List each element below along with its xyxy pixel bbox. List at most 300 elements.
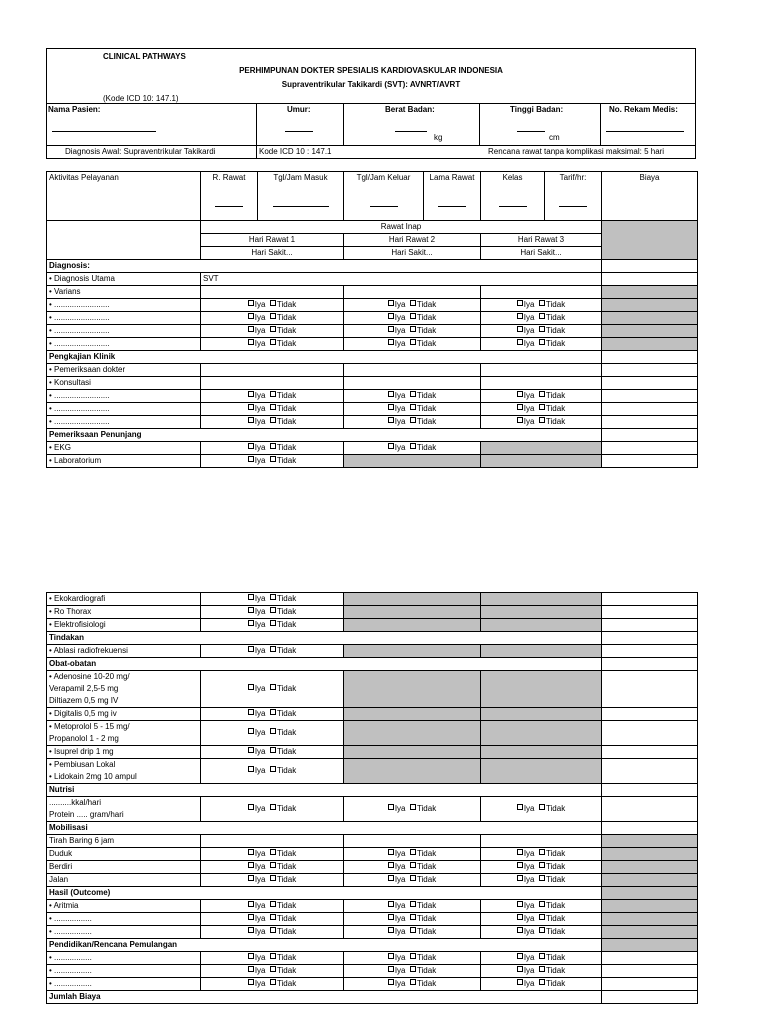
col-biaya-header: Biaya <box>602 172 698 221</box>
day-checkbox-cell <box>201 874 344 887</box>
iya-checkbox[interactable]: Iya <box>517 926 535 938</box>
activity-label: • ................. <box>47 926 201 939</box>
tidak-checkbox[interactable]: Tidak <box>410 312 436 324</box>
section-heading: Nutrisi <box>47 784 602 797</box>
day-checkbox-cell <box>201 797 344 822</box>
icd-code: (Kode ICD 10: 147.1) <box>103 94 179 103</box>
iya-checkbox[interactable]: Iya <box>517 803 535 815</box>
iya-checkbox[interactable]: Iya <box>248 606 266 618</box>
r-rawat-field[interactable] <box>215 198 243 207</box>
table-row <box>47 632 698 645</box>
iya-checkbox[interactable]: Iya <box>248 978 266 990</box>
tidak-checkbox[interactable]: Tidak <box>539 965 565 977</box>
day-checkbox-cell <box>201 325 344 338</box>
day-checkbox-cell <box>344 952 481 965</box>
day-checkbox-cell <box>481 848 602 861</box>
tidak-checkbox[interactable]: Tidak <box>270 593 296 605</box>
tidak-checkbox[interactable]: Tidak <box>270 683 296 695</box>
activity-label: Duduk <box>47 848 201 861</box>
section-heading: Diagnosis: <box>47 260 602 273</box>
table-row <box>47 312 698 325</box>
day-checkbox-cell <box>344 913 481 926</box>
tidak-checkbox[interactable]: Tidak <box>270 848 296 860</box>
tidak-checkbox[interactable]: Tidak <box>270 619 296 631</box>
tidak-checkbox[interactable]: Tidak <box>410 299 436 311</box>
biaya-cell <box>602 312 698 325</box>
table-row <box>47 797 698 822</box>
day-checkbox-cell <box>481 978 602 991</box>
iya-checkbox[interactable]: Iya <box>388 952 406 964</box>
tidak-checkbox[interactable]: Tidak <box>270 861 296 873</box>
day-checkbox-cell <box>481 965 602 978</box>
tidak-checkbox[interactable]: Tidak <box>410 338 436 350</box>
biaya-cell <box>602 708 698 721</box>
iya-checkbox[interactable]: Iya <box>517 312 535 324</box>
day-checkbox-cell <box>201 645 344 658</box>
activity-label: • Isuprel drip 1 mg <box>47 746 201 759</box>
iya-checkbox[interactable]: Iya <box>248 338 266 350</box>
biaya-cell <box>602 619 698 632</box>
diagnosis-value: SVT <box>201 273 602 286</box>
day-checkbox-cell <box>201 299 344 312</box>
tidak-checkbox[interactable]: Tidak <box>539 338 565 350</box>
day-checkbox-cell <box>344 900 481 913</box>
table-row <box>47 286 698 299</box>
weight-unit: kg <box>434 133 443 142</box>
day-checkbox-cell <box>481 952 602 965</box>
tidak-checkbox[interactable]: Tidak <box>270 913 296 925</box>
col-r-rawat-header: R. Rawat <box>201 172 258 221</box>
empty-cell <box>201 377 344 390</box>
grey-cell <box>344 759 481 784</box>
table-row <box>47 900 698 913</box>
tidak-checkbox[interactable]: Tidak <box>270 403 296 415</box>
day-checkbox-cell <box>344 861 481 874</box>
biaya-cell <box>602 338 698 351</box>
day-checkbox-cell <box>481 299 602 312</box>
iya-checkbox[interactable]: Iya <box>248 965 266 977</box>
day-checkbox-cell <box>344 797 481 822</box>
table-row <box>47 991 698 1004</box>
iya-checkbox[interactable]: Iya <box>517 416 535 428</box>
iya-checkbox[interactable]: Iya <box>517 874 535 886</box>
table-row <box>47 926 698 939</box>
tidak-checkbox[interactable]: Tidak <box>270 900 296 912</box>
iya-checkbox[interactable]: Iya <box>248 803 266 815</box>
iya-checkbox[interactable]: Iya <box>248 299 266 311</box>
empty-cell <box>344 364 481 377</box>
tidak-checkbox[interactable]: Tidak <box>410 403 436 415</box>
iya-checkbox[interactable]: Iya <box>388 442 406 454</box>
biaya-cell <box>602 848 698 861</box>
biaya-cell <box>602 991 698 1004</box>
hari-rawat-1: Hari Rawat 1 <box>201 234 344 247</box>
tidak-checkbox[interactable]: Tidak <box>270 325 296 337</box>
grey-cell <box>481 645 602 658</box>
iya-checkbox[interactable]: Iya <box>248 312 266 324</box>
biaya-cell <box>602 887 698 900</box>
table-row <box>47 260 698 273</box>
age-field[interactable] <box>285 131 313 132</box>
tidak-checkbox[interactable]: Tidak <box>270 708 296 720</box>
iya-checkbox[interactable]: Iya <box>248 442 266 454</box>
col-kelas-header: Kelas <box>481 172 545 221</box>
table-row <box>47 273 698 286</box>
iya-checkbox[interactable]: Iya <box>248 455 266 467</box>
table-row <box>47 416 698 429</box>
tidak-checkbox[interactable]: Tidak <box>539 978 565 990</box>
patient-name-field[interactable] <box>52 131 156 132</box>
tidak-checkbox[interactable]: Tidak <box>410 926 436 938</box>
section-heading: Obat-obatan <box>47 658 602 671</box>
day-checkbox-cell <box>481 325 602 338</box>
activity-label: • Diagnosis Utama <box>47 273 201 286</box>
day-checkbox-cell <box>344 416 481 429</box>
table-row <box>47 619 698 632</box>
table-row <box>47 364 698 377</box>
iya-checkbox[interactable]: Iya <box>248 416 266 428</box>
tarif-field[interactable] <box>559 198 587 207</box>
day-checkbox-cell <box>201 965 344 978</box>
table-row <box>47 377 698 390</box>
tidak-checkbox[interactable]: Tidak <box>410 874 436 886</box>
iya-checkbox[interactable]: Iya <box>388 861 406 873</box>
activity-label: • Digitalis 0,5 mg iv <box>47 708 201 721</box>
pathway-table-part1 <box>46 171 697 468</box>
iya-checkbox[interactable]: Iya <box>388 299 406 311</box>
biaya-cell <box>602 861 698 874</box>
iya-checkbox[interactable]: Iya <box>248 683 266 695</box>
tidak-checkbox[interactable]: Tidak <box>270 803 296 815</box>
iya-checkbox[interactable]: Iya <box>248 403 266 415</box>
iya-checkbox[interactable]: Iya <box>248 900 266 912</box>
table-row <box>47 593 698 606</box>
iya-checkbox[interactable]: Iya <box>388 978 406 990</box>
tidak-checkbox[interactable]: Tidak <box>270 874 296 886</box>
table-row <box>47 952 698 965</box>
iya-checkbox[interactable]: Iya <box>517 338 535 350</box>
iya-checkbox[interactable]: Iya <box>248 913 266 925</box>
tidak-checkbox[interactable]: Tidak <box>270 965 296 977</box>
iya-checkbox[interactable]: Iya <box>517 900 535 912</box>
section-heading: Mobilisasi <box>47 822 602 835</box>
activity-label: • ......................... <box>47 299 201 312</box>
section-heading: Hasil (Outcome) <box>47 887 602 900</box>
tidak-checkbox[interactable]: Tidak <box>539 952 565 964</box>
max-stay-plan: Rencana rawat tanpa komplikasi maksimal: 5 hari <box>488 147 665 156</box>
tidak-checkbox[interactable]: Tidak <box>410 900 436 912</box>
activity-label: Jalan <box>47 874 201 887</box>
biaya-cell <box>602 658 698 671</box>
table-row <box>47 822 698 835</box>
iya-checkbox[interactable]: Iya <box>388 312 406 324</box>
iya-checkbox[interactable]: Iya <box>248 746 266 758</box>
iya-checkbox[interactable]: Iya <box>388 900 406 912</box>
day-checkbox-cell <box>201 978 344 991</box>
biaya-cell <box>602 286 698 299</box>
iya-checkbox[interactable]: Iya <box>388 416 406 428</box>
height-field[interactable] <box>517 131 545 132</box>
iya-checkbox[interactable]: Iya <box>517 390 535 402</box>
grey-cell <box>481 671 602 708</box>
empty-cell <box>201 364 344 377</box>
iya-checkbox[interactable]: Iya <box>248 727 266 739</box>
biaya-cell <box>602 260 698 273</box>
iya-checkbox[interactable]: Iya <box>517 403 535 415</box>
activity-label: • Laboratorium <box>47 455 201 468</box>
table-row <box>47 658 698 671</box>
biaya-cell <box>602 671 698 708</box>
tgl-keluar-field[interactable] <box>370 198 398 207</box>
iya-checkbox[interactable]: Iya <box>248 952 266 964</box>
tidak-checkbox[interactable]: Tidak <box>539 926 565 938</box>
table-row <box>47 835 698 848</box>
iya-checkbox[interactable]: Iya <box>388 390 406 402</box>
table-row <box>47 965 698 978</box>
empty-cell <box>481 377 602 390</box>
tidak-checkbox[interactable]: Tidak <box>270 952 296 964</box>
iya-checkbox[interactable]: Iya <box>388 874 406 886</box>
biaya-cell <box>602 952 698 965</box>
iya-checkbox[interactable]: Iya <box>248 645 266 657</box>
table-row <box>47 708 698 721</box>
hari-rawat-2: Hari Rawat 2 <box>344 234 481 247</box>
activity-label: • ................. <box>47 978 201 991</box>
tidak-checkbox[interactable]: Tidak <box>539 403 565 415</box>
tidak-checkbox[interactable]: Tidak <box>270 606 296 618</box>
tidak-checkbox[interactable]: Tidak <box>539 900 565 912</box>
biaya-cell <box>602 784 698 797</box>
activity-label: • ................. <box>47 965 201 978</box>
iya-checkbox[interactable]: Iya <box>248 848 266 860</box>
iya-checkbox[interactable]: Iya <box>388 965 406 977</box>
tidak-checkbox[interactable]: Tidak <box>410 952 436 964</box>
iya-checkbox[interactable]: Iya <box>517 325 535 337</box>
table-row <box>47 671 698 708</box>
activity-label: • Ro Thorax <box>47 606 201 619</box>
iya-checkbox[interactable]: Iya <box>388 325 406 337</box>
iya-checkbox[interactable]: Iya <box>248 861 266 873</box>
tidak-checkbox[interactable]: Tidak <box>539 913 565 925</box>
day-checkbox-cell <box>481 900 602 913</box>
iya-checkbox[interactable]: Iya <box>388 803 406 815</box>
grey-cell <box>481 721 602 746</box>
iya-checkbox[interactable]: Iya <box>388 926 406 938</box>
iya-checkbox[interactable]: Iya <box>517 848 535 860</box>
activity-label: • ................. <box>47 913 201 926</box>
iya-checkbox[interactable]: Iya <box>248 619 266 631</box>
day-checkbox-cell <box>344 848 481 861</box>
tidak-checkbox[interactable]: Tidak <box>410 978 436 990</box>
tidak-checkbox[interactable]: Tidak <box>410 390 436 402</box>
tidak-checkbox[interactable]: Tidak <box>270 338 296 350</box>
biaya-cell <box>602 721 698 746</box>
day-checkbox-cell <box>344 978 481 991</box>
iya-checkbox[interactable]: Iya <box>517 978 535 990</box>
table-row <box>47 442 698 455</box>
iya-checkbox[interactable]: Iya <box>517 952 535 964</box>
grey-cell <box>481 619 602 632</box>
tidak-checkbox[interactable]: Tidak <box>270 299 296 311</box>
table-row <box>47 606 698 619</box>
grey-cell <box>344 721 481 746</box>
iya-checkbox[interactable]: Iya <box>388 338 406 350</box>
tidak-checkbox[interactable]: Tidak <box>270 442 296 454</box>
iya-checkbox[interactable]: Iya <box>248 926 266 938</box>
table-row <box>47 759 698 784</box>
iya-checkbox[interactable]: Iya <box>248 708 266 720</box>
tidak-checkbox[interactable]: Tidak <box>539 312 565 324</box>
iya-checkbox[interactable]: Iya <box>248 390 266 402</box>
tidak-checkbox[interactable]: Tidak <box>539 390 565 402</box>
tidak-checkbox[interactable]: Tidak <box>539 416 565 428</box>
tidak-checkbox[interactable]: Tidak <box>410 416 436 428</box>
biaya-cell <box>602 364 698 377</box>
table-row <box>47 874 698 887</box>
activity-label: • EKG <box>47 442 201 455</box>
tidak-checkbox[interactable]: Tidak <box>270 926 296 938</box>
day-checkbox-cell <box>481 403 602 416</box>
tidak-checkbox[interactable]: Tidak <box>410 965 436 977</box>
kelas-field[interactable] <box>499 198 527 207</box>
tidak-checkbox[interactable]: Tidak <box>270 645 296 657</box>
empty-cell <box>344 835 481 848</box>
tidak-checkbox[interactable]: Tidak <box>539 803 565 815</box>
tidak-checkbox[interactable]: Tidak <box>539 299 565 311</box>
tidak-checkbox[interactable]: Tidak <box>410 913 436 925</box>
iya-checkbox[interactable]: Iya <box>517 913 535 925</box>
table-row <box>47 455 698 468</box>
biaya-cell <box>602 351 698 364</box>
tidak-checkbox[interactable]: Tidak <box>410 861 436 873</box>
iya-checkbox[interactable]: Iya <box>517 861 535 873</box>
tidak-checkbox[interactable]: Tidak <box>539 325 565 337</box>
table-row <box>47 746 698 759</box>
biaya-cell <box>602 874 698 887</box>
biaya-cell <box>602 978 698 991</box>
day-checkbox-cell <box>344 965 481 978</box>
tidak-checkbox[interactable]: Tidak <box>410 325 436 337</box>
header-box <box>46 48 696 159</box>
grey-cell <box>481 455 602 468</box>
biaya-cell <box>602 429 698 442</box>
day-checkbox-cell <box>201 721 344 746</box>
table-row <box>47 939 698 952</box>
day-checkbox-cell <box>201 619 344 632</box>
activity-label: • ......................... <box>47 312 201 325</box>
iya-checkbox[interactable]: Iya <box>517 965 535 977</box>
day-checkbox-cell <box>344 312 481 325</box>
biaya-cell <box>602 939 698 952</box>
tidak-checkbox[interactable]: Tidak <box>270 312 296 324</box>
tidak-checkbox[interactable]: Tidak <box>270 765 296 777</box>
table-row <box>47 861 698 874</box>
day-checkbox-cell <box>201 848 344 861</box>
grey-cell <box>481 593 602 606</box>
biaya-cell <box>602 273 698 286</box>
table-row <box>47 325 698 338</box>
empty-cell <box>344 377 481 390</box>
tidak-checkbox[interactable]: Tidak <box>539 874 565 886</box>
day-checkbox-cell <box>481 861 602 874</box>
biaya-cell <box>602 797 698 822</box>
biaya-cell <box>602 299 698 312</box>
tidak-checkbox[interactable]: Tidak <box>270 455 296 467</box>
biaya-cell <box>602 913 698 926</box>
tidak-checkbox[interactable]: Tidak <box>270 416 296 428</box>
tidak-checkbox[interactable]: Tidak <box>410 803 436 815</box>
iya-checkbox[interactable]: Iya <box>388 913 406 925</box>
activity-label: Tirah Baring 6 jam <box>47 835 201 848</box>
activity-label: • Pembiusan Lokal • Lidokain 2mg 10 ampul <box>47 759 201 784</box>
activity-label: • ......................... <box>47 390 201 403</box>
iya-checkbox[interactable]: Iya <box>388 403 406 415</box>
day-checkbox-cell <box>201 606 344 619</box>
activity-label: • Ekokardiografi <box>47 593 201 606</box>
table-row <box>47 913 698 926</box>
iya-checkbox[interactable]: Iya <box>248 593 266 605</box>
lama-rawat-field[interactable] <box>438 198 466 207</box>
iya-checkbox[interactable]: Iya <box>248 325 266 337</box>
blank-cell <box>47 221 201 260</box>
empty-cell <box>201 835 344 848</box>
col-aktivitas-header: Aktivitas Pelayanan <box>47 172 201 221</box>
iya-checkbox[interactable]: Iya <box>388 848 406 860</box>
grey-cell <box>344 671 481 708</box>
table-row <box>47 721 698 746</box>
day-checkbox-cell <box>481 416 602 429</box>
day-checkbox-cell <box>201 338 344 351</box>
medical-record-field[interactable] <box>606 131 684 132</box>
activity-label: • Metoprolol 5 - 15 mg/ Propanolol 1 - 2 mg <box>47 721 201 746</box>
height-unit: cm <box>549 133 560 142</box>
biaya-cell <box>602 822 698 835</box>
weight-label: Berat Badan: <box>385 105 435 114</box>
tidak-checkbox[interactable]: Tidak <box>270 727 296 739</box>
day-checkbox-cell <box>201 926 344 939</box>
table-row <box>47 390 698 403</box>
tidak-checkbox[interactable]: Tidak <box>539 861 565 873</box>
tidak-checkbox[interactable]: Tidak <box>270 746 296 758</box>
tidak-checkbox[interactable]: Tidak <box>270 978 296 990</box>
tidak-checkbox[interactable]: Tidak <box>539 848 565 860</box>
tidak-checkbox[interactable]: Tidak <box>270 390 296 402</box>
biaya-cell <box>602 325 698 338</box>
grey-cell <box>344 746 481 759</box>
table-row <box>47 429 698 442</box>
iya-checkbox[interactable]: Iya <box>517 299 535 311</box>
biaya-cell <box>602 377 698 390</box>
biaya-grey-cell <box>602 221 698 260</box>
grey-cell <box>481 606 602 619</box>
day-checkbox-cell <box>481 338 602 351</box>
tidak-checkbox[interactable]: Tidak <box>410 848 436 860</box>
iya-checkbox[interactable]: Iya <box>248 765 266 777</box>
weight-field[interactable] <box>395 131 427 132</box>
height-label: Tinggi Badan: <box>510 105 564 114</box>
iya-checkbox[interactable]: Iya <box>248 874 266 886</box>
table-row <box>47 784 698 797</box>
tgl-masuk-field[interactable] <box>273 198 329 207</box>
tidak-checkbox[interactable]: Tidak <box>410 442 436 454</box>
biaya-cell <box>602 900 698 913</box>
day-checkbox-cell <box>201 312 344 325</box>
grey-cell <box>481 708 602 721</box>
day-checkbox-cell <box>201 671 344 708</box>
day-checkbox-cell <box>344 926 481 939</box>
empty-cell <box>481 835 602 848</box>
empty-cell <box>481 364 602 377</box>
